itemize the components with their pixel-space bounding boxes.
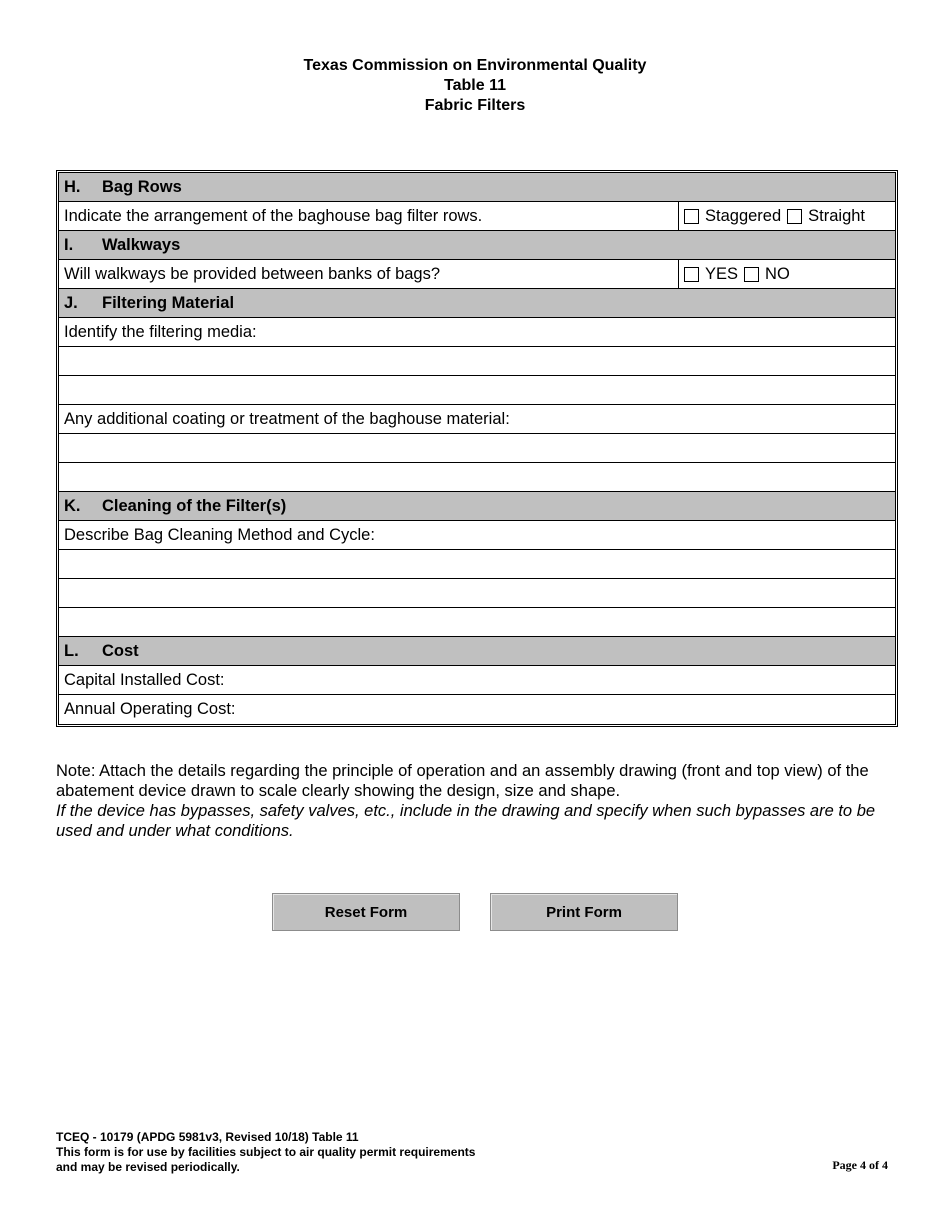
yes-label: YES xyxy=(705,264,739,283)
fabric-filters-table xyxy=(56,170,898,727)
section-title: Walkways xyxy=(102,235,181,254)
reset-form-button[interactable]: Reset Form xyxy=(272,893,460,931)
print-form-button[interactable]: Print Form xyxy=(490,893,678,931)
cleaning-input-1[interactable] xyxy=(59,550,895,579)
filter-media-input-1[interactable] xyxy=(59,347,895,376)
bag-rows-row xyxy=(59,202,895,231)
straight-checkbox[interactable] xyxy=(787,209,802,224)
section-header-cost xyxy=(59,637,895,666)
filter-media-row xyxy=(59,318,895,347)
note-text: Note: Attach the details regarding the principle of operation and an assembly drawing (front and top view) of the abatement device drawn to scale clearly showing the design, size and shape. xyxy=(56,762,869,800)
operating-cost-label: Annual Operating Cost: xyxy=(64,700,236,718)
coating-input-1[interactable] xyxy=(59,434,895,463)
bag-rows-question: Indicate the arrangement of the baghouse bag filter rows. xyxy=(59,202,679,230)
no-checkbox[interactable] xyxy=(744,267,759,282)
yes-checkbox[interactable] xyxy=(684,267,699,282)
walkways-question: Will walkways be provided between banks of bags? xyxy=(59,260,679,288)
section-title: Cost xyxy=(102,641,139,660)
capital-cost-label: Capital Installed Cost: xyxy=(64,670,225,689)
section-title: Cleaning of the Filter(s) xyxy=(102,496,287,515)
agency-name: Texas Commission on Environmental Quality xyxy=(303,57,647,74)
usage-note-1: This form is for use by facilities subject to air quality permit requirements xyxy=(56,1145,476,1159)
bag-rows-options xyxy=(679,202,895,230)
section-header-filtering-material xyxy=(59,289,895,318)
section-title: Filtering Material xyxy=(102,293,235,312)
staggered-checkbox[interactable] xyxy=(684,209,699,224)
straight-label: Straight xyxy=(808,206,866,225)
table-number: Table 11 xyxy=(444,77,506,94)
section-header-walkways xyxy=(59,231,895,260)
section-letter: L. xyxy=(64,641,79,660)
section-header-cleaning xyxy=(59,492,895,521)
form-footer xyxy=(56,1130,475,1175)
section-title: Bag Rows xyxy=(102,177,182,196)
cleaning-label: Describe Bag Cleaning Method and Cycle: xyxy=(64,525,375,544)
filter-media-input-2[interactable] xyxy=(59,376,895,405)
form-title: Fabric Filters xyxy=(424,97,526,114)
bypass-note-text: If the device has bypasses, safety valves, etc., include in the drawing and specify when such bypasses are to be used and under what conditions. xyxy=(56,802,876,840)
form-id: TCEQ - 10179 (APDG 5981v3, Revised 10/18) Table 11 xyxy=(56,1130,359,1144)
walkways-options xyxy=(679,260,895,288)
cleaning-row xyxy=(59,521,895,550)
coating-input-2[interactable] xyxy=(59,463,895,492)
no-label: NO xyxy=(765,264,790,283)
attachment-note xyxy=(56,761,896,841)
usage-note-2: and may be revised periodically. xyxy=(56,1160,240,1174)
walkways-row xyxy=(59,260,895,289)
operating-cost-field[interactable] xyxy=(59,695,895,724)
cleaning-input-3[interactable] xyxy=(59,608,895,637)
page-number: Page 4 of 4 xyxy=(832,1158,888,1172)
filter-media-label: Identify the filtering media: xyxy=(64,322,257,341)
staggered-label: Staggered xyxy=(705,206,782,225)
section-header-bag-rows xyxy=(59,173,895,202)
coating-label: Any additional coating or treatment of the baghouse material: xyxy=(64,409,510,428)
section-letter: H. xyxy=(64,177,81,196)
section-letter: K. xyxy=(64,496,81,515)
coating-row xyxy=(59,405,895,434)
section-letter: J. xyxy=(64,293,78,312)
section-letter: I. xyxy=(64,235,74,254)
capital-cost-field[interactable] xyxy=(59,666,895,695)
cleaning-input-2[interactable] xyxy=(59,579,895,608)
form-header xyxy=(0,56,950,116)
